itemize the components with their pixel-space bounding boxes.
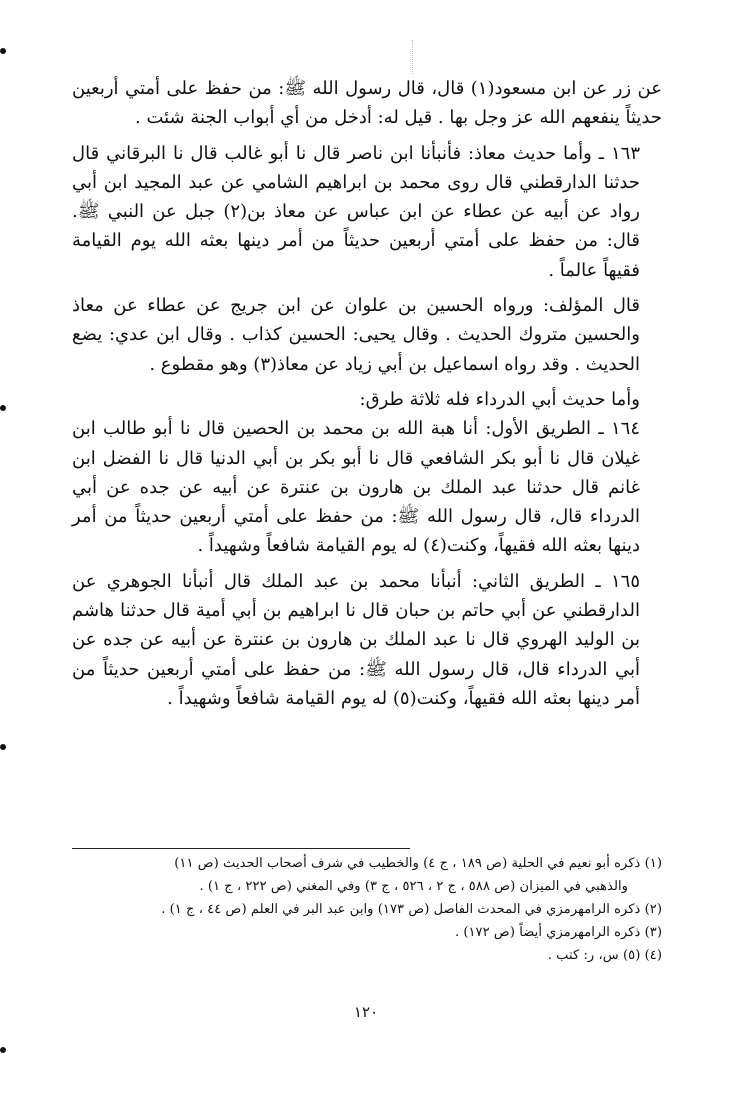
binding-hole-mark: [0, 405, 6, 411]
binding-hole-mark: [0, 48, 6, 54]
paragraph-165-second-route: ١٦٥ ـ الطريق الثاني: أنبأنا محمد بن عبد الملك قال أنبأنا الجوهري عن الدارقطني عن أبي حاتم بن حبان قال نا ابراهيم بن أبي أمية قال حدثنا هاشم بن الوليد الهروي قال نا عبد الملك بن هارون بن عنترة عن أبيه عن جده عن أبي الدرداء قال، قال رسول الله ﷺ: من حفظ على أمتي أربعين حديثاً من أمر دينها بعثه الله فقيهاً، وكنت(٥) له يوم القيامة شافعاً وشهيداً .: [72, 570, 640, 709]
main-text: [72, 74, 662, 713]
paragraph-abu-darda-intro: وأما حديث أبي الدرداء فله ثلاثة طرق:: [359, 388, 640, 410]
footnotes: [72, 852, 662, 967]
page-number: ١٢٠: [353, 1003, 379, 1021]
footnote-3: (٣) ذكره الرامهرمزي أيضاً (ص ١٧٢) .: [454, 925, 662, 940]
footnote-separator: [72, 848, 410, 849]
binding-hole-mark: [0, 1047, 6, 1053]
footnote-2: (٢) ذكره الرامهرمزي في المحدث الفاصل (ص ١٧٣) وابن عبد البر في العلم (ص ٤٤ ، ج ١) .: [161, 902, 662, 917]
page-crease: [412, 40, 413, 74]
paragraph-author-note: قال المؤلف: ورواه الحسين بن علوان عن ابن جريج عن عطاء عن معاذ والحسين متروك الحديث . وقال يحيى: الحسين كذاب . وقال ابن عدي: يضع الحديث . وقد رواه اسماعيل بن أبي زياد عن معاذ(٣) وهو مقطوع .: [72, 295, 640, 375]
paragraph-163-muadh: ١٦٣ ـ وأما حديث معاذ: فأنبأنا ابن ناصر قال نا أبو غالب قال نا البرقاني قال حدثنا الدارقطني قال روى محمد بن ابراهيم الشامي عن عبد المجيد ابن أبي رواد عن أبيه عن عطاء عن ابن عباس عن معاذ بن(٢) جبل عن النبي ﷺ. قال: من حفظ على أمتي أربعين حديثاً من أمر دينها بعثه الله يوم القيامة فقيهاً عالماً .: [72, 142, 641, 281]
paragraph-ibn-masud: عن زر عن ابن مسعود(١) قال، قال رسول الله ﷺ: من حفظ على أمتي أربعين حديثاً ينفعهم الله عز وجل بها . قيل له: أدخل من أي أبواب الجنة شئت .: [72, 78, 662, 129]
paragraph-164-first-route: ١٦٤ ـ الطريق الأول: أنا هبة الله بن محمد بن الحصين قال نا أبو طالب ابن غيلان قال نا أبو بكر الشافعي قال نا أبو بكر بن أبي الدنيا قال نا الفضل ابن غانم قال حدثنا عبد الملك بن هارون بن عنترة عن أبيه عن جده عن أبي الدرداء قال، قال رسول الله ﷺ: من حفظ على أمتي أربعين حديثاً من أمر دينها بعثه الله فقيهاً، وكنت(٤) له يوم القيامة شافعاً وشهيداً .: [72, 418, 640, 557]
binding-hole-mark: [0, 744, 6, 750]
footnote-4-5: (٤) (٥) س، ر: كتب .: [547, 948, 662, 963]
footnote-1: (١) ذكره أبو نعيم في الحلية (ص ١٨٩ ، ج ٤) والخطيب في شرف أصحاب الحديث (ص ١١): [174, 856, 662, 871]
footnote-1-continued: والذهبي في الميزان (ص ٥٨٨ ، ج ٢ ، ٥٢٦ ، ج ٣) وفي المغني (ص ٢٢٢ ، ج ١) .: [199, 879, 628, 894]
